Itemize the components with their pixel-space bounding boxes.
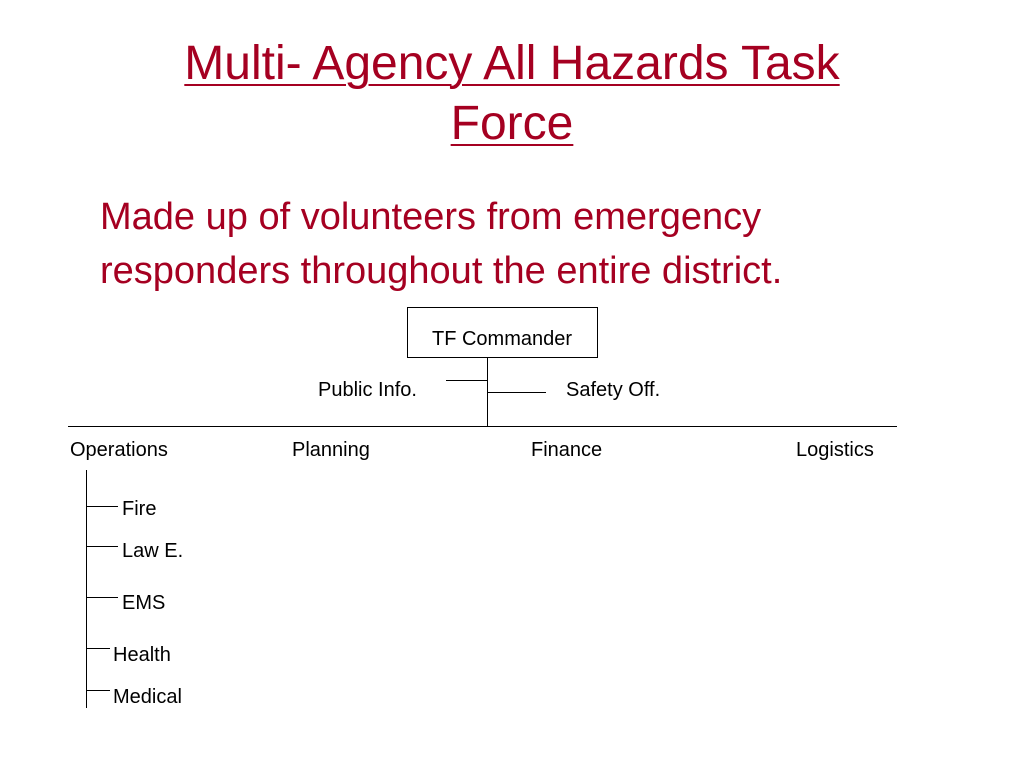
section-planning-label: Planning (292, 439, 370, 461)
slide-title-line-2: Force (450, 97, 574, 150)
unit-fire-label: Fire (122, 498, 157, 520)
section-operations-label: Operations (70, 439, 168, 461)
unit-health-label: Health (113, 644, 171, 666)
unit-ems-label: EMS (122, 592, 166, 614)
slide-subtitle-line-1: Made up of volunteers from emergency (100, 196, 762, 238)
unit-medical-label: Medical (113, 686, 182, 708)
slide-subtitle-line-2: responders throughout the entire district. (100, 250, 783, 292)
section-logistics-label: Logistics (796, 439, 874, 461)
slide-title-line-1: Multi- Agency All Hazards Task (184, 37, 840, 90)
public-info-label: Public Info. (318, 379, 417, 401)
commander-label: TF Commander (431, 328, 573, 350)
unit-law-label: Law E. (122, 540, 184, 562)
safety-officer-label: Safety Off. (566, 379, 661, 401)
section-finance-label: Finance (531, 439, 603, 461)
